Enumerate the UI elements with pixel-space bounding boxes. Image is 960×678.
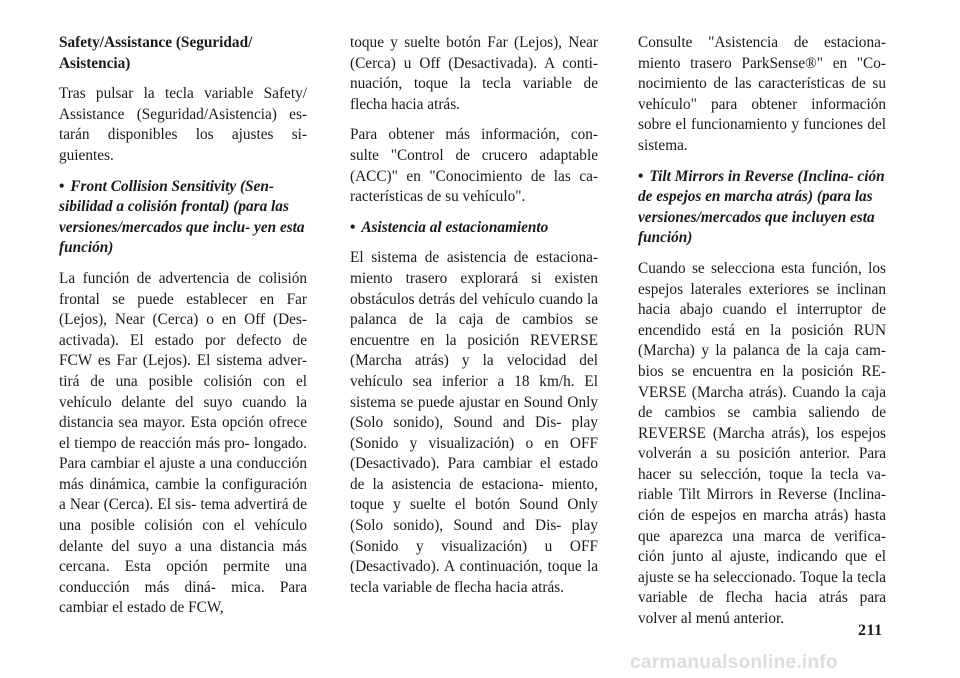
paragraph-parking-assist-description: El sistema de asistencia de estaciona- miento trasero explorará si existen obstáculos detrás del vehículo cuando la palanca de la caja de cambios se encuentre en la posición REVERSE (Marcha atrás) y la velocidad del vehículo sea inferior a 18 km/h. El sistema se puede ajustar en Sound Only (Solo sonido), Sound and Dis- play (Sonido y visualización) o en OFF (Desactivado). Para cambiar el estado de la asistencia de estaciona- miento, toque y suelte el botón Sound Only (Solo sonido), Sound and Dis- play (Sonido y visualización) u OFF (Desactivado). A continuación, toque la tecla variable de flecha hacia atrás. xyxy=(350,249,598,596)
paragraph-fcw-continued: toque y suelte botón Far (Lejos), Near (Cerca) u Off (Desactivada). A conti- nuación, toque la tecla variable de flecha hacia atrás. xyxy=(350,34,598,113)
paragraph-acc-reference: Para obtener más información, con- sulte "Control de crucero adaptable (ACC)" en "Conocimiento de las ca- racterísticas de su vehículo". xyxy=(350,126,598,206)
paragraph-parksense-reference: Consulte "Asistencia de estaciona- miento trasero ParkSense®" en "Co- nocimiento de las características de su vehículo" para obtener información sobre el funcionamiento y funciones del sistema. xyxy=(638,34,886,154)
bullet-front-collision-sensitivity: • Front Collision Sensitivity (Sen- sibilidad a colisión frontal) (para las versiones/mercados que inclu- yen esta función) xyxy=(59,177,307,259)
column-middle xyxy=(350,33,598,608)
page-number: 211 xyxy=(858,622,883,639)
bullet-parking-assist: • Asistencia al estacionamiento xyxy=(350,218,598,239)
column-right xyxy=(638,33,886,640)
bullet-tilt-mirrors-in-reverse: • Tilt Mirrors in Reverse (Inclina- ción de espejos en marcha atrás) (para las versiones/mercados que incluyen esta función) xyxy=(638,167,886,249)
paragraph-tilt-mirrors-description: Cuando se selecciona esta función, los espejos laterales exteriores se inclinan hacia abajo cuando el interruptor de encendido está en la posición RUN (Marcha) y la palanca de la caja cam- bios se encuentra en la posición RE- VERSE (Marcha atrás). Cuando la caja de cambios se cambia saliendo de REVERSE (Marcha atrás), los espejos volverán a su posición anterior. Para hacer su selección, toque la tecla va- riable Tilt Mirrors in Reverse (Inclina- ción de espejos en marcha atrás) hasta que aparezca una marca de verifica- ción junto al ajuste, indicando que el ajuste se ha seleccionado. Toque la tecla variable de flecha hacia atrás para volver al menú anterior. xyxy=(638,259,886,628)
section-heading-safety-assistance: Safety/Assistance (Seguridad/ Asistencia) xyxy=(59,34,253,72)
paragraph-intro: Tras pulsar la tecla variable Safety/ Assistance (Seguridad/Asistencia) es- tarán disponibles los ajustes si- guientes. xyxy=(59,85,307,164)
paragraph-fcw-description: La función de advertencia de colisión frontal se puede establecer en Far (Lejos), Near (Cerca) o en Off (Des- activada). El estado por defecto de FCW es Far (Lejos). El sistema adver- tirá de una posible colisión con el vehículo delante del suyo cuando la distancia sea mayor. Esta opción ofrece el tiempo de reacción más pro- longado. Para cambiar el ajuste a una conducción más dinámica, cambie la configuración a Near (Cerca). El sis- tema advertirá de una posible colisión con el vehículo delante del suyo a una distancia más cercana. Esta opción permite una conducción más diná- mica. Para cambiar el estado de FCW, xyxy=(59,269,307,617)
watermark: carmanualsonline.info xyxy=(630,652,838,673)
column-left xyxy=(59,33,307,629)
